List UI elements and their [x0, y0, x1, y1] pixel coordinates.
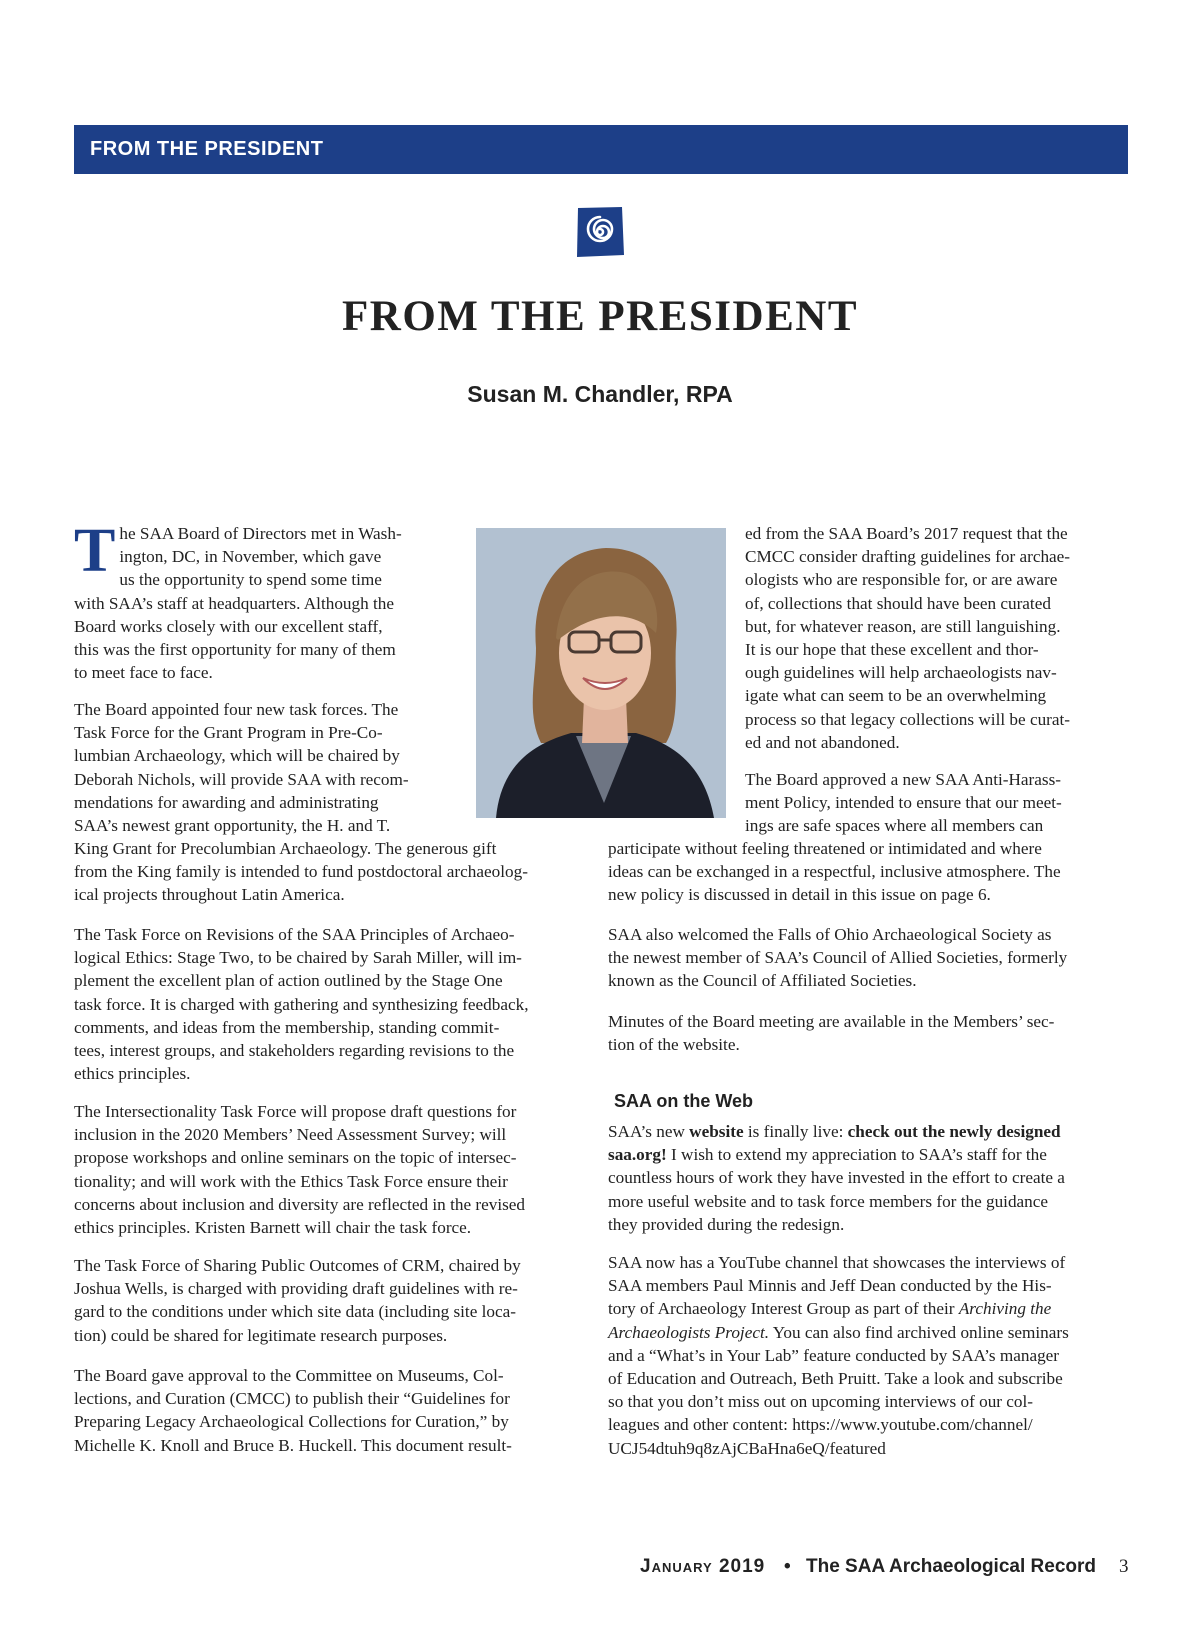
text-line: ideas can be exchanged in a respectful, inclusive atmosphere. The	[608, 862, 1061, 882]
text-line: task force. It is charged with gathering and synthesizing feedback,	[74, 994, 529, 1014]
text-line: propose workshops and online seminars on the topic of intersec-	[74, 1148, 517, 1168]
text-line: of Education and Outreach, Beth Pruitt. Take a look and subscribe	[608, 1369, 1063, 1389]
saa-spiral-logo-icon	[574, 205, 626, 259]
text-line: ough guidelines will help archaeologists nav-	[745, 663, 1057, 683]
text-run: You can also find archived online seminars	[769, 1322, 1069, 1342]
text-line: so that you don’t miss out on upcoming interviews of our col-	[608, 1392, 1034, 1412]
text-line: logical Ethics: Stage Two, to be chaired by Sarah Miller, will im-	[74, 948, 522, 968]
right-paragraph-6	[608, 1251, 1127, 1460]
text-line: tees, interest groups, and stakeholders regarding revisions to the	[74, 1041, 515, 1061]
right-paragraph-3	[608, 923, 1127, 993]
text-line: countless hours of work they have invested in the effort to create a	[608, 1168, 1065, 1188]
text-line: ical projects throughout Latin America.	[74, 885, 345, 905]
website-link[interactable]: website	[689, 1122, 744, 1141]
text-line: new policy is discussed in detail in this issue on page 6.	[608, 885, 991, 905]
text-line: to meet face to face.	[74, 663, 213, 683]
text-line: Preparing Legacy Archaeological Collections for Curation,” by	[74, 1412, 509, 1432]
right-paragraph-2	[745, 768, 1127, 838]
text-line: The Intersectionality Task Force will propose draft questions for	[74, 1102, 517, 1121]
text-line: Task Force for the Grant Program in Pre-Co-	[74, 723, 383, 743]
right-paragraph-5	[608, 1120, 1127, 1236]
right-paragraph-1	[745, 522, 1127, 754]
text-line: SAA also welcomed the Falls of Ohio Archaeological Society as	[608, 925, 1052, 944]
text-line: lections, and Curation (CMCC) to publish their “Guidelines for	[74, 1389, 510, 1409]
text-line: Deborah Nichols, will provide SAA with recom-	[74, 769, 409, 789]
text-line: mendations for awarding and administrating	[74, 792, 379, 812]
text-line: ed and not abandoned.	[745, 732, 900, 752]
text-line: The Board approved a new SAA Anti-Harass-	[745, 770, 1061, 789]
text-line: SAA members Paul Minnis and Jeff Dean conducted by the His-	[608, 1276, 1052, 1296]
text-line: Joshua Wells, is charged with providing draft guidelines with re-	[74, 1279, 518, 1299]
left-paragraph-6	[74, 1364, 586, 1457]
text-run: I wish to extend my appreciation to SAA’s staff for the	[666, 1145, 1047, 1165]
text-line: participate without feeling threatened or intimidated and where	[608, 839, 1042, 858]
project-title: Archaeologists Project.	[608, 1322, 770, 1342]
text-line: tionality; and will work with the Ethics Task Force ensure their	[74, 1171, 508, 1191]
text-run: SAA’s new	[608, 1122, 690, 1141]
left-paragraph-1	[74, 517, 446, 684]
section-subheading: SAA on the Web	[614, 1091, 753, 1111]
youtube-link[interactable]: UCJ54dtuh9q8zAjCBaHna6eQ/featured	[608, 1438, 886, 1458]
text-line: he SAA Board of Directors met in Wash-	[119, 524, 402, 543]
article-title: FROM THE PRESIDENT	[342, 293, 858, 340]
youtube-link[interactable]: leagues and other content: https://www.youtube.com/channel/	[608, 1415, 1033, 1435]
article-author: Susan M. Chandler, RPA	[467, 381, 733, 407]
text-line: The Board gave approval to the Committee on Museums, Col-	[74, 1366, 504, 1385]
left-paragraph-4	[74, 1100, 586, 1239]
text-line: ed from the SAA Board’s 2017 request that the	[745, 524, 1068, 543]
text-line: Board works closely with our excellent staff,	[74, 616, 383, 636]
text-line: ologists who are responsible for, or are aware	[745, 570, 1058, 590]
footer-issue-date: January 2019	[640, 1556, 766, 1577]
drop-cap: T	[74, 517, 116, 585]
text-line: SAA’s newest grant opportunity, the H. and T.	[74, 816, 391, 836]
right-paragraph-4	[608, 1010, 1127, 1056]
left-paragraph-2-cont	[74, 837, 586, 907]
text-line: Michelle K. Knoll and Bruce B. Huckell. This document result-	[74, 1435, 512, 1455]
right-paragraph-2-cont	[608, 837, 1127, 907]
saa-org-callout: check out the newly designed	[847, 1122, 1061, 1141]
text-line: this was the first opportunity for many of them	[74, 640, 396, 660]
text-line: us the opportunity to spend some time	[119, 570, 382, 590]
text-line: The Board appointed four new task forces. The	[74, 700, 399, 719]
text-line: and a “What’s in Your Lab” feature conducted by SAA’s manager	[608, 1345, 1060, 1365]
text-line: from the King family is intended to fund postdoctoral archaeolog-	[74, 862, 528, 882]
text-line: CMCC consider drafting guidelines for archae-	[745, 547, 1071, 567]
text-line: comments, and ideas from the membership, standing commit-	[74, 1017, 500, 1037]
text-line: ment Policy, intended to ensure that our meet-	[745, 793, 1062, 813]
text-line: but, for whatever reason, are still languishing.	[745, 616, 1061, 636]
text-line: igate what can seem to be an overwhelming	[745, 686, 1047, 706]
text-line: SAA now has a YouTube channel that showcases the interviews of	[608, 1253, 1066, 1272]
text-line: Minutes of the Board meeting are available in the Members’ sec-	[608, 1012, 1055, 1031]
text-line: The Task Force on Revisions of the SAA Principles of Archaeo-	[74, 925, 515, 944]
text-line: King Grant for Precolumbian Archaeology. The generous gift	[74, 839, 497, 858]
text-line: concerns about inclusion and diversity are reflected in the revised	[74, 1194, 526, 1214]
text-line: known as the Council of Affiliated Societies.	[608, 971, 917, 991]
footer-bullet: •	[784, 1556, 791, 1577]
text-line: inclusion in the 2020 Members’ Need Assessment Survey; will	[74, 1125, 507, 1145]
text-line: It is our hope that these excellent and thor-	[745, 640, 1039, 660]
page-number: 3	[1119, 1556, 1129, 1577]
text-line: tion of the website.	[608, 1035, 740, 1055]
text-line: process so that legacy collections will be curat-	[745, 709, 1071, 729]
text-line: gard to the conditions under which site data (including site loca-	[74, 1302, 516, 1322]
text-line: they provided during the redesign.	[608, 1214, 845, 1234]
saa-org-link[interactable]: saa.org!	[608, 1145, 667, 1165]
text-line: ings are safe spaces where all members can	[745, 816, 1044, 836]
left-paragraph-3	[74, 923, 586, 1085]
text-run: is finally live:	[743, 1122, 848, 1141]
text-line: with SAA’s staff at headquarters. Although the	[74, 593, 394, 613]
text-run: tory of Archaeology Interest Group as part of their	[608, 1299, 959, 1319]
text-line: plement the excellent plan of action outlined by the Stage One	[74, 971, 503, 991]
project-title: Archiving the	[958, 1299, 1052, 1319]
section-banner: FROM THE PRESIDENT	[74, 125, 1128, 174]
text-line: tion) could be shared for legitimate research purposes.	[74, 1325, 448, 1345]
left-paragraph-2	[74, 698, 446, 837]
text-line: ethics principles. Kristen Barnett will chair the task force.	[74, 1218, 472, 1238]
text-line: the newest member of SAA’s Council of Allied Societies, formerly	[608, 948, 1068, 968]
left-paragraph-5	[74, 1254, 586, 1347]
text-line: lumbian Archaeology, which will be chaired by	[74, 746, 400, 766]
text-line: more useful website and to task force members for the guidance	[608, 1191, 1049, 1211]
text-line: of, collections that should have been curated	[745, 593, 1051, 613]
footer-publication: The SAA Archaeological Record	[806, 1556, 1096, 1577]
text-line: ethics principles.	[74, 1064, 191, 1084]
author-photo	[476, 528, 726, 818]
text-line: The Task Force of Sharing Public Outcomes of CRM, chaired by	[74, 1256, 521, 1275]
text-line: ington, DC, in November, which gave	[119, 547, 382, 567]
